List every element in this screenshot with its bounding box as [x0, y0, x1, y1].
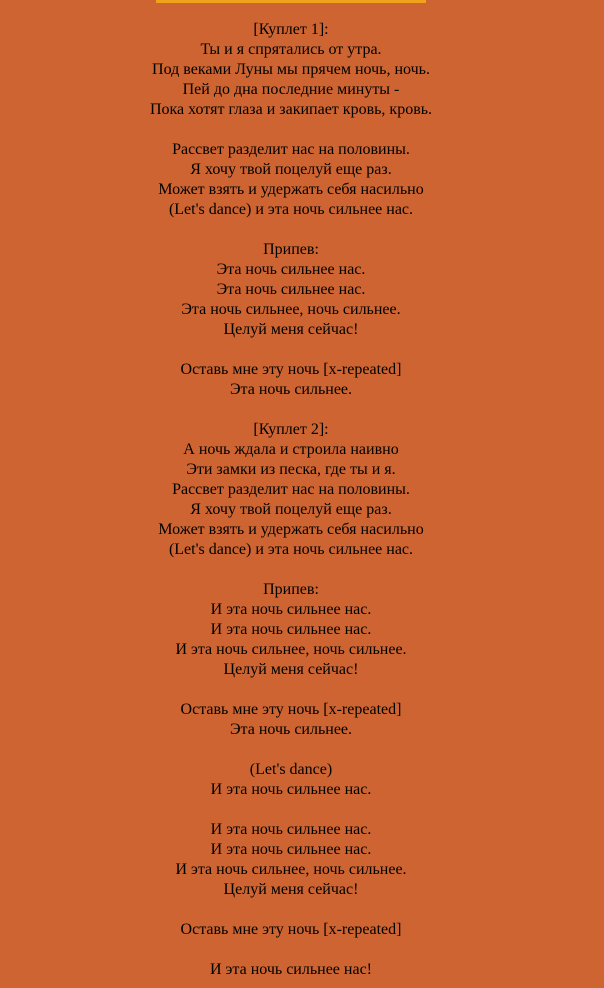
stanza-gap: [0, 800, 582, 820]
stanza-gap: [0, 120, 582, 140]
lyric-line: И эта ночь сильнее нас.: [210, 601, 372, 618]
lyric-line: И эта ночь сильнее нас.: [210, 841, 372, 858]
lyric-line: Припев:: [263, 241, 319, 258]
lyric-line: И эта ночь сильнее, ночь сильнее.: [175, 861, 407, 878]
stanza-gap: [0, 900, 582, 920]
lyric-line: Эта ночь сильнее нас.: [216, 261, 366, 278]
stanza-gap: [0, 340, 582, 360]
lyric-line: И эта ночь сильнее нас.: [210, 781, 372, 798]
lyric-line: Может взять и удержать себя насильно: [158, 181, 424, 198]
stanza-gap: [0, 940, 582, 960]
stanza-gap: [0, 560, 582, 580]
lyric-line: И эта ночь сильнее нас.: [210, 621, 372, 638]
lyric-line: (Let's dance) и эта ночь сильнее нас.: [168, 201, 414, 218]
lyric-line: Я хочу твой поцелуй еще раз.: [190, 501, 392, 518]
lyric-line: Целуй меня сейчас!: [223, 661, 359, 678]
lyric-line: Может взять и удержать себя насильно: [158, 521, 424, 538]
lyric-line: Оставь мне эту ночь [x-repeated]: [180, 361, 402, 378]
lyric-line: Под веками Луны мы прячем ночь, ночь.: [152, 61, 430, 78]
lyric-line: (Let's dance) и эта ночь сильнее нас.: [168, 541, 414, 558]
lyric-line: [Куплет 2]:: [253, 421, 329, 438]
lyric-line: Оставь мне эту ночь [x-repeated]: [180, 701, 402, 718]
lyric-line: (Let's dance): [249, 761, 333, 778]
stanza-gap: [0, 680, 582, 700]
lyric-line: Припев:: [263, 581, 319, 598]
lyric-line: И эта ночь сильнее, ночь сильнее.: [175, 641, 407, 658]
lyric-line: А ночь ждала и строила наивно: [183, 441, 399, 458]
lyric-line: Эта ночь сильнее, ночь сильнее.: [181, 301, 401, 318]
lyric-line: Пей до дна последние минуты -: [182, 81, 400, 98]
lyric-line: Эта ночь сильнее.: [229, 721, 353, 738]
lyric-line: Ты и я спрятались от утра.: [200, 41, 382, 58]
lyric-line: И эта ночь сильнее нас!: [209, 961, 372, 978]
lyric-line: Я хочу твой поцелуй еще раз.: [190, 161, 392, 178]
lyric-line: Оставь мне эту ночь [x-repeated]: [180, 921, 402, 938]
lyric-line: Целуй меня сейчас!: [223, 321, 359, 338]
lyric-line: Эта ночь сильнее нас.: [216, 281, 366, 298]
stanza-gap: [0, 740, 582, 760]
lyric-line: Целуй меня сейчас!: [223, 881, 359, 898]
lyric-line: Рассвет разделит нас на половины.: [172, 481, 410, 498]
lyric-line: [Куплет 1]:: [253, 21, 329, 38]
stanza-gap: [0, 400, 582, 420]
top-accent-bar: [156, 0, 426, 3]
lyric-line: И эта ночь сильнее нас.: [210, 821, 372, 838]
stanza-gap: [0, 220, 582, 240]
lyric-line: Рассвет разделит нас на половины.: [172, 141, 410, 158]
lyric-line: Пока хотят глаза и закипает кровь, кровь.: [149, 101, 433, 118]
lyric-line: Эта ночь сильнее.: [229, 381, 353, 398]
lyric-line: Эти замки из песка, где ты и я.: [186, 461, 396, 478]
lyrics-text: [0, 20, 582, 980]
